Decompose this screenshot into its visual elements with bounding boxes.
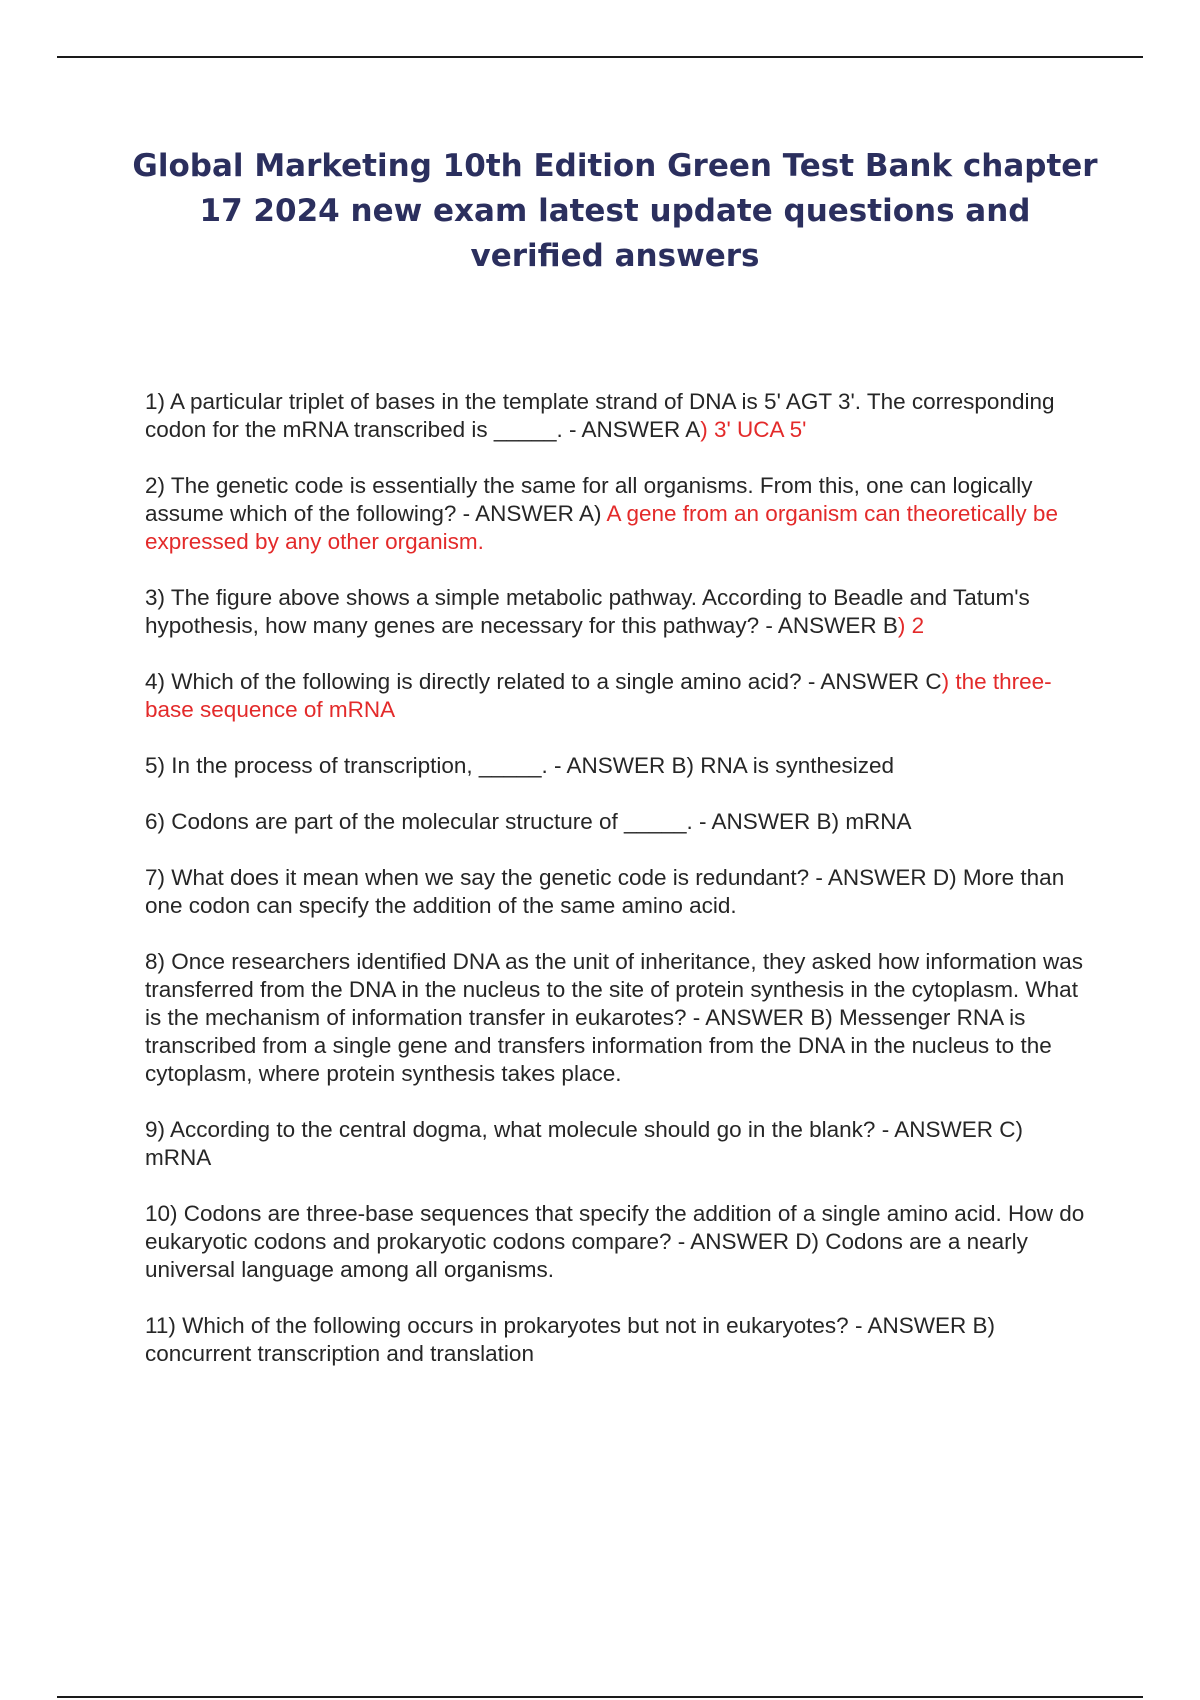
question-text: 2) The genetic code is essentially the same for all organisms. From this, one can logically assume which of the following? - ANSWER A) xyxy=(145,473,1033,526)
question-item-8 xyxy=(145,948,1090,1088)
question-text: 5) In the process of transcription, _____. - ANSWER B) RNA is synthesized xyxy=(145,753,895,778)
question-item-5 xyxy=(145,752,1090,780)
question-item-10 xyxy=(145,1200,1090,1284)
question-text: 1) A particular triplet of bases in the template strand of DNA is 5' AGT 3'. The corresponding codon for the mRNA transcribed is _____. - ANSWER A xyxy=(145,389,1055,442)
document-title: Global Marketing 10th Edition Green Test Bank chapter 17 2024 new exam latest update questions and verified answers xyxy=(132,148,1098,274)
answer-highlight: A gene from an organism can theoretically be expressed by any other organism. xyxy=(145,501,1058,554)
question-item-7 xyxy=(145,864,1090,920)
question-list xyxy=(145,388,1090,1396)
question-text: 9) According to the central dogma, what molecule should go in the blank? - ANSWER C) mRNA xyxy=(145,1117,1023,1170)
answer-highlight: ) 3' UCA 5' xyxy=(700,417,807,442)
top-divider xyxy=(57,56,1143,58)
answer-highlight: ) the three-base sequence of mRNA xyxy=(145,669,1052,722)
question-item-4 xyxy=(145,668,1090,724)
question-item-2 xyxy=(145,472,1090,556)
question-item-11 xyxy=(145,1312,1090,1368)
question-text: 11) Which of the following occurs in prokaryotes but not in eukaryotes? - ANSWER B) concurrent transcription and translation xyxy=(145,1313,995,1366)
bottom-divider xyxy=(57,1696,1143,1698)
question-item-6 xyxy=(145,808,1090,836)
question-item-1 xyxy=(145,388,1090,444)
question-text: 10) Codons are three-base sequences that specify the addition of a single amino acid. How do eukaryotic codons and prokaryotic codons compare? - ANSWER D) Codons are a nearly universal language among all organisms. xyxy=(145,1201,1085,1282)
answer-highlight: ) 2 xyxy=(897,613,925,638)
question-text: 6) Codons are part of the molecular structure of _____. - ANSWER B) mRNA xyxy=(145,809,912,834)
question-item-9 xyxy=(145,1116,1090,1172)
question-text: 4) Which of the following is directly related to a single amino acid? - ANSWER C xyxy=(145,669,942,694)
question-text: 3) The figure above shows a simple metabolic pathway. According to Beadle and Tatum's hypothesis, how many genes are necessary for this pathway? - ANSWER B xyxy=(145,585,1030,638)
question-text: 8) Once researchers identified DNA as the unit of inheritance, they asked how information was transferred from the DNA in the nucleus to the site of protein synthesis in the cytoplasm. What is the mechanism of information transfer in eukarotes? - ANSWER B) Messenger RNA is transcribed from a single gene and transfers information from the DNA in the nucleus to the cytoplasm, where protein synthesis takes place. xyxy=(145,949,1083,1086)
question-text: 7) What does it mean when we say the genetic code is redundant? - ANSWER D) More than one codon can specify the addition of the same amino acid. xyxy=(145,865,1065,918)
question-item-3 xyxy=(145,584,1090,640)
